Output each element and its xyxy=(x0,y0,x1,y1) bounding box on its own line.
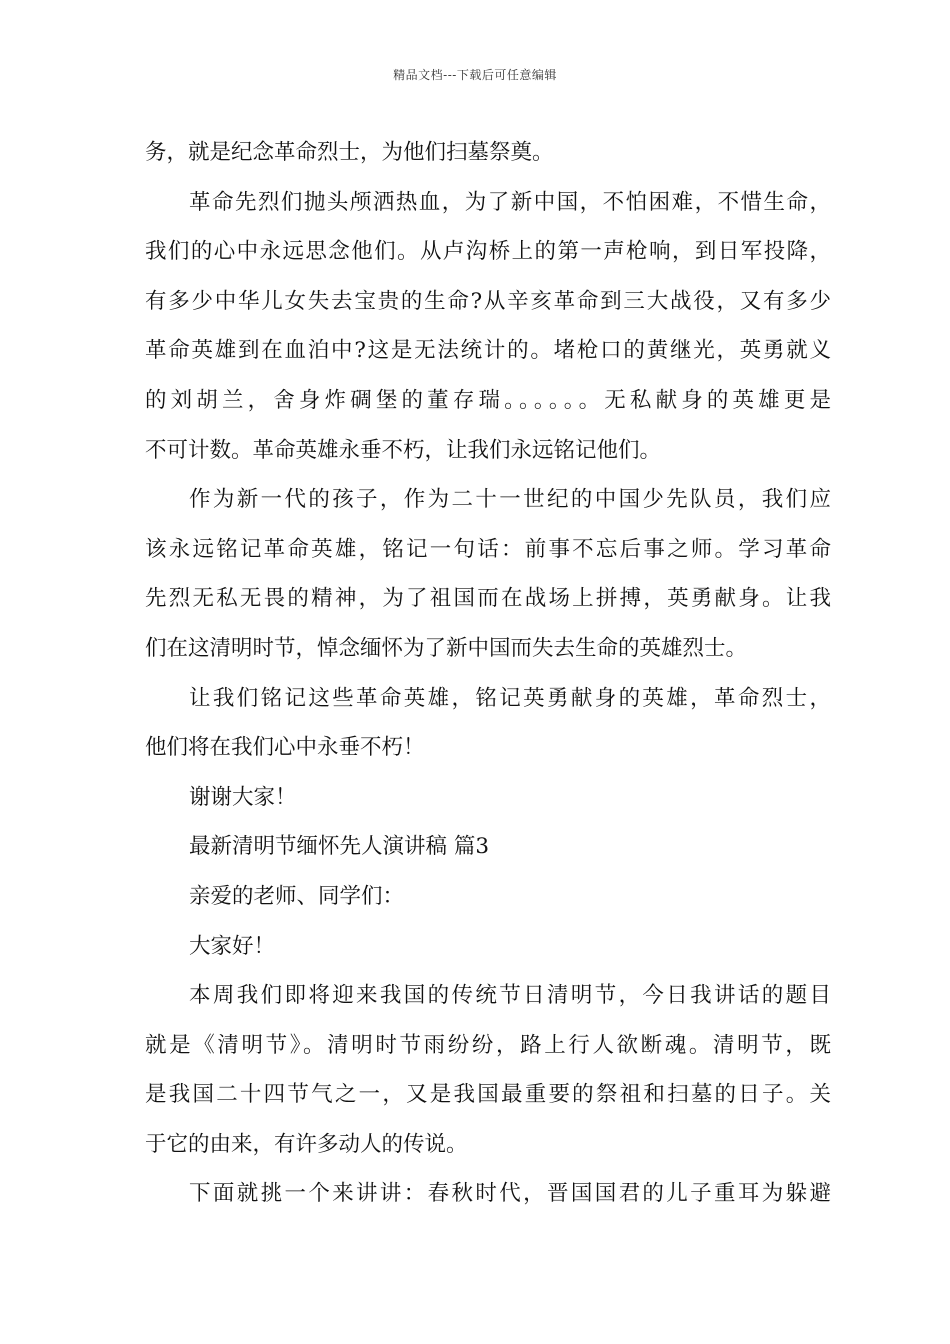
paragraph xyxy=(145,674,831,773)
document-body xyxy=(145,128,831,1219)
text-line: 我们的心中永远思念他们。从卢沟桥上的第一声枪响，到日军投降， xyxy=(145,239,831,265)
text-line: 的刘胡兰，舍身炸碉堡的董存瑞。。。。。。无私献身的英雄更是 xyxy=(145,387,831,413)
text-line: 下面就挑一个来讲讲：春秋时代，晋国国君的儿子重耳为躲避 xyxy=(189,1181,831,1207)
text-line: 该永远铭记革命英雄，铭记一句话：前事不忘后事之师。学习革命 xyxy=(145,536,831,562)
paragraph xyxy=(145,178,831,476)
text-line: 革命英雄到在血泊中?这是无法统计的。堵枪口的黄继光，英勇就义 xyxy=(145,338,831,364)
text-line: 革命先烈们抛头颅洒热血，为了新中国，不怕困难，不惜生命， xyxy=(189,189,831,215)
text-line: 们在这清明时节，悼念缅怀为了新中国而失去生命的英雄烈士。 xyxy=(145,635,748,661)
paragraph xyxy=(145,128,831,178)
text-line: 就是《清明节》。清明时节雨纷纷，路上行人欲断魂。清明节，既 xyxy=(145,1032,831,1058)
paragraph xyxy=(145,475,831,673)
paragraph xyxy=(145,971,831,1169)
text-line: 让我们铭记这些革命英雄，铭记英勇献身的英雄，革命烈士， xyxy=(189,685,831,711)
text-line: 他们将在我们心中永垂不朽！ xyxy=(145,735,425,761)
text-line: 谢谢大家！ xyxy=(189,784,297,810)
text-line: 于它的由来，有许多动人的传说。 xyxy=(145,1131,468,1157)
text-line: 大家好！ xyxy=(189,933,276,959)
text-line: 有多少中华儿女失去宝贵的生命?从辛亥革命到三大战役，又有多少 xyxy=(145,288,831,314)
text-line: 本周我们即将迎来我国的传统节日清明节，今日我讲话的题目 xyxy=(189,983,831,1009)
text-line: 亲爱的老师、同学们： xyxy=(189,883,405,909)
page-header: 精品文档---下载后可任意编辑 xyxy=(393,68,557,82)
text-line: 最新清明节缅怀先人演讲稿 篇3 xyxy=(189,834,490,860)
text-line: 作为新一代的孩子，作为二十一世纪的中国少先队员，我们应 xyxy=(189,487,831,513)
text-line: 不可计数。革命英雄永垂不朽，让我们永远铭记他们。 xyxy=(145,437,662,463)
paragraph xyxy=(145,872,831,922)
text-line: 是我国二十四节气之一，又是我国最重要的祭祖和扫墓的日子。关 xyxy=(145,1082,831,1108)
paragraph xyxy=(145,822,831,872)
paragraph xyxy=(145,1169,831,1219)
paragraph xyxy=(145,773,831,823)
text-line: 先烈无私无畏的精神，为了祖国而在战场上拼搏，英勇献身。让我 xyxy=(145,586,831,612)
text-line: 务，就是纪念革命烈士，为他们扫墓祭奠。 xyxy=(145,140,554,165)
paragraph xyxy=(145,922,831,972)
